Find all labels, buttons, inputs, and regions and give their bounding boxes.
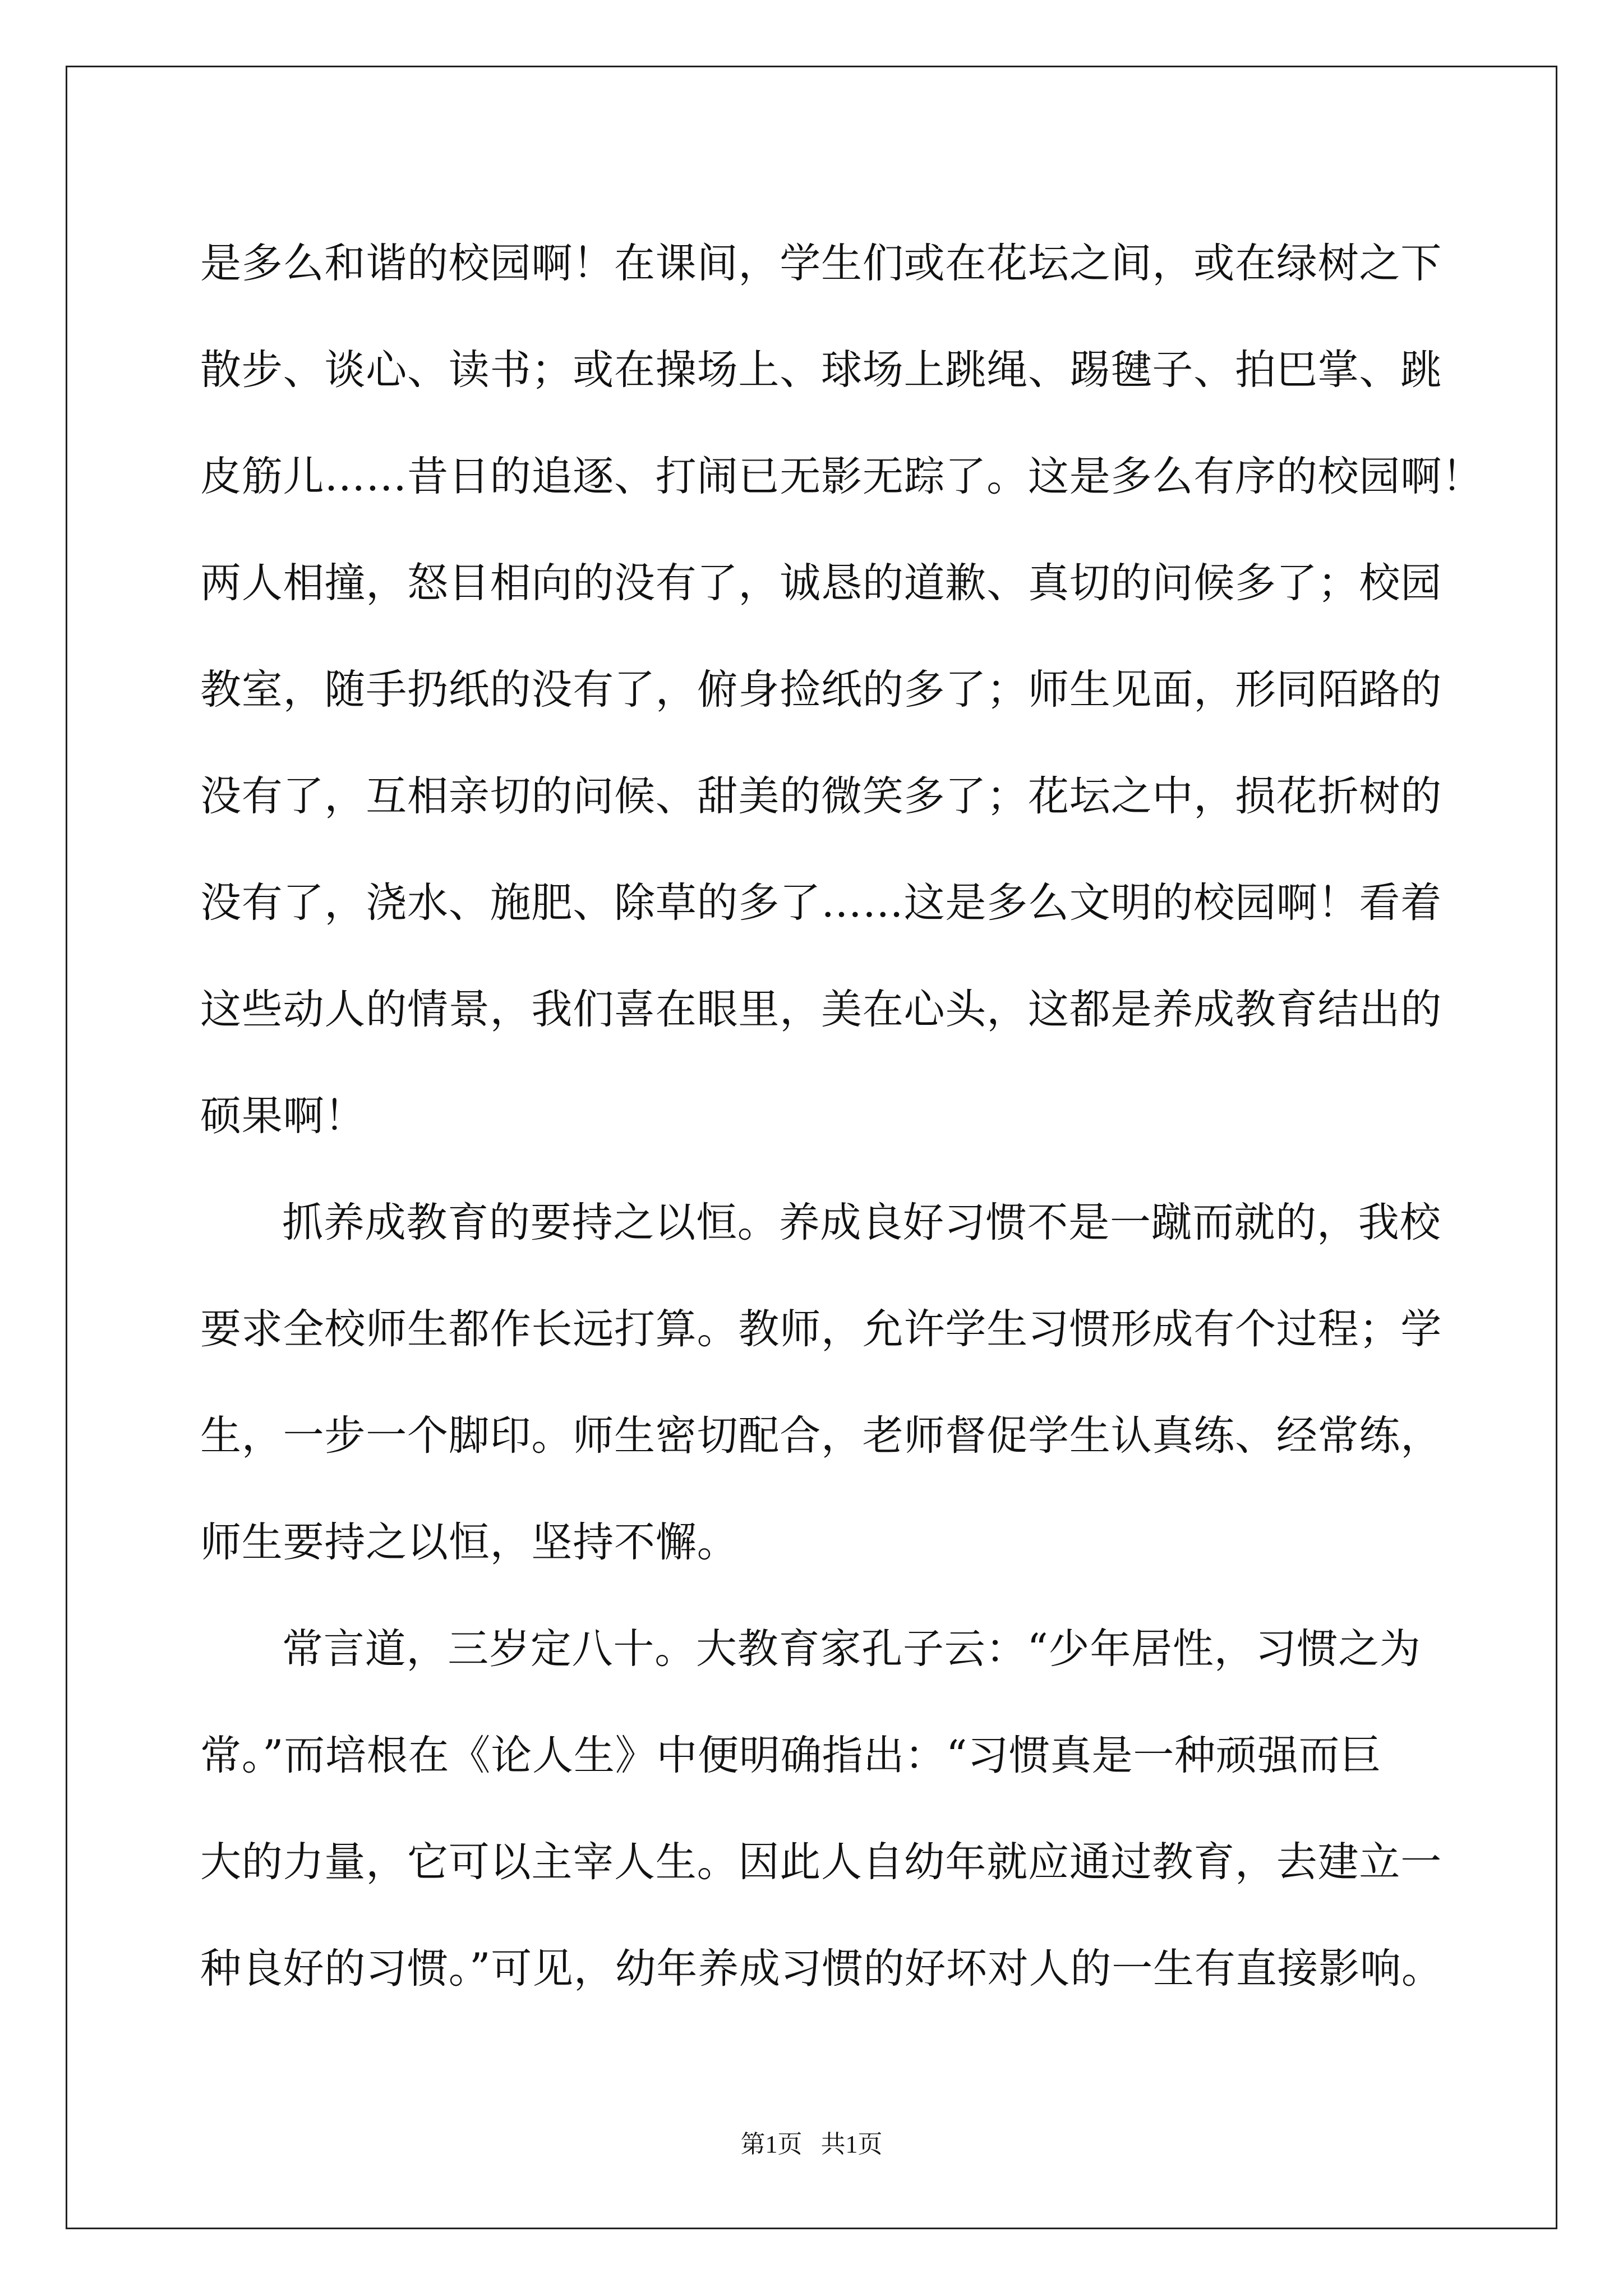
text-line: 生，一步一个脚印。师生密切配合，老师督促学生认真练、经常练， <box>200 1412 1442 1460</box>
text-line: 常言道，三岁定八十。大教育家孔子云：“少年居性，习惯之为 <box>282 1625 1421 1673</box>
text-line: 师生要持之以恒，坚持不懈。 <box>200 1519 739 1566</box>
text-line: 是多么和谐的校园啊！在课间，学生们或在花坛之间，或在绿树之下 <box>200 240 1442 287</box>
text-line: 教室，随手扔纸的没有了，俯身捡纸的多了；师生见面，形同陌路的 <box>200 666 1442 714</box>
text-line: 没有了，互相亲切的问候、甜美的微笑多了；花坛之中，损花折树的 <box>200 772 1442 820</box>
page-number-footer: 第1页 共1页 <box>740 2131 883 2158</box>
text-line: 两人相撞，怒目相向的没有了，诚恳的道歉、真切的问候多了；校园 <box>200 559 1442 607</box>
text-line: 硕果啊！ <box>200 1092 366 1140</box>
text-line: 要求全校师生都作长远打算。教师，允许学生习惯形成有个过程；学 <box>200 1305 1442 1353</box>
text-line: 散步、谈心、读书；或在操场上、球场上跳绳、踢毽子、拍巴掌、跳 <box>200 346 1442 394</box>
text-line: 大的力量，它可以主宰人生。因此人自幼年就应通过教育，去建立一 <box>200 1838 1442 1886</box>
text-line: 没有了，浇水、施肥、除草的多了……这是多么文明的校园啊！看着 <box>200 879 1442 927</box>
text-line: 这些动人的情景，我们喜在眼里，美在心头，这都是养成教育结出的 <box>200 986 1442 1033</box>
text-line: 皮筋儿……昔日的追逐、打闹已无影无踪了。这是多么有序的校园啊！ <box>200 453 1483 500</box>
text-line: 常。”而培根在《论人生》中便明确指出：“习惯真是一种顽强而巨 <box>200 1732 1382 1779</box>
text-line: 种良好的习惯。”可见，幼年养成习惯的好坏对人的一生有直接影响。 <box>200 1945 1443 1993</box>
document-body <box>200 210 1483 2022</box>
text-line: 抓养成教育的要持之以恒。养成良好习惯不是一蹴而就的，我校 <box>282 1199 1441 1246</box>
